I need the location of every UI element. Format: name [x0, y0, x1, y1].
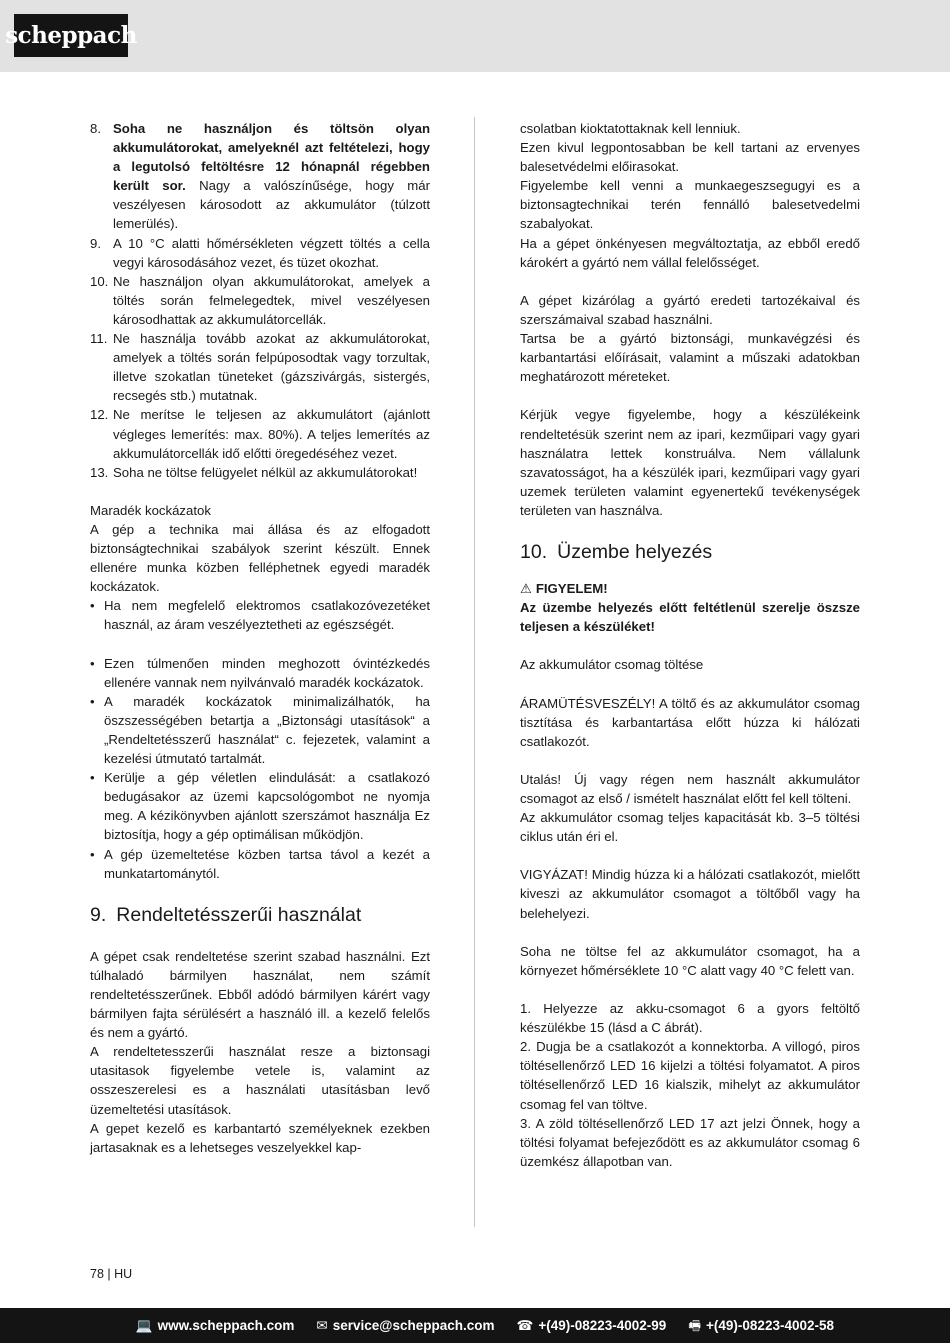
header-bar: [0, 0, 950, 72]
bullet-symbol: •: [90, 770, 95, 786]
numbered-item-12: [90, 405, 430, 462]
paragraph: A rendeltetesszerűi használat resze a biztonsagi utasitasok figyelembe vetele is, valamint az osszeszerelesi es a használati utasításban levő üzemeltetési utasítások.: [90, 1044, 430, 1117]
footer-bar: [0, 1308, 950, 1343]
paragraph: A gepet kezelő es karbantartó személyeknek ezekben jartasaknak es a lehetseges veszelyekkel kap-: [90, 1120, 430, 1155]
bullet-item: [90, 596, 430, 634]
item-text: Nagy a valószínűsége, hogy már veszélyesen károsodott az akkumulátor (túlzott lemerülés).: [113, 178, 430, 232]
warning-text: Az üzembe helyezés előtt feltétlenül szerelje öszsze teljesen a készüléket!: [520, 600, 860, 635]
paragraph: A gépet csak rendeltetése szerint szabad használni. Ezt túlhaladó bármilyen használat, nem számít rendeltetésszerűnek. Ebből adódó bármilyen kárért vagy bármilyen fajta sérülésért a használó ill. a kezelő felelős és nem a gyártó.: [90, 948, 430, 1041]
numbered-item-13: [90, 463, 430, 482]
footer-website[interactable]: [136, 1316, 295, 1335]
phone-icon: ☎: [516, 1317, 534, 1333]
warning-icon: ⚠: [520, 580, 532, 596]
bullet-symbol: •: [90, 598, 95, 614]
section-9-heading: [90, 902, 430, 928]
section-number: 9.: [90, 903, 107, 926]
paragraph: Tartsa be a gyártó biztonsági, munkavégzési és karbantartási előírásait, valamint a műszaki adatokban meghatározott méreteket.: [520, 331, 860, 385]
bullet-symbol: •: [90, 846, 95, 862]
bullet-symbol: •: [90, 655, 95, 671]
footer-fax: [688, 1316, 834, 1335]
paragraph: VIGYÁZAT! Mindig húzza ki a hálózati csatlakozót, mielőtt kiveszi az akkumulátor csomagot a töltőből vagy ha belehelyezi.: [520, 867, 860, 921]
paragraph: Figyelembe kell venni a munkaegeszsegugyi es a biztonsagtechnikai terén fennálló balesetvedelmi szabalyokat.: [520, 178, 860, 232]
fax-icon: 🖷: [688, 1317, 702, 1333]
item-number: 8.: [90, 121, 101, 136]
website-link[interactable]: www.scheppach.com: [157, 1317, 295, 1333]
paragraph: Soha ne töltse fel az akkumulátor csomagot, ha a környezet hőmérséklete 10 °C alatt vagy 40 °C felett van.: [520, 943, 860, 978]
bullet-text: Ha nem megfelelő elektromos csatlakozóvezetéket használ, az áram veszélyeztetheti az egészségét.: [104, 598, 430, 633]
step: 2. Dugja be a csatlakozót a konnektorba. A villogó, piros töltésellenőrző LED 16 kijelzi a töltési folyamatot. A piros töltésellenőrző LED 16 kialszik, mihelyt az akkumulátor csomag fel van töltve.: [520, 1039, 860, 1112]
bullet-item: [90, 692, 430, 768]
numbered-item-11: [90, 329, 430, 405]
column-divider: [474, 117, 475, 1227]
footer-phone: [516, 1316, 666, 1335]
section-title: Rendeltetésszerűi használat: [116, 903, 362, 926]
item-number: 13.: [90, 464, 109, 480]
item-bold-text: Soha ne használjon és töltsön olyan akkumulátorokat, amelyeknél azt feltételezi, hogy a legutolsó feltöltésre 12 hónapnál régebben került sor.: [113, 121, 430, 194]
email-link[interactable]: service@scheppach.com: [332, 1317, 495, 1333]
page-number: 78 | HU: [90, 1267, 133, 1281]
bullet-text: Kerülje a gép véletlen elindulását: a csatlakozó bedugásakor az üzemi kapcsológombot ne nyomja meg. A kézikönyvben ajánlott szerszámot használja Ez biztosítja, hogy a gép optimálisan működjön.: [104, 770, 430, 843]
bullet-symbol: •: [90, 693, 95, 709]
step: 1. Helyezze az akku-csomagot 6 a gyors feltöltő készülékbe 15 (lásd a C ábrát).: [520, 1001, 860, 1036]
bullet-text: Ezen túlmenően minden meghozott óvintézkedés ellenére vannak nem nyilvánvaló maradék kockázatok.: [104, 655, 430, 690]
bullet-text: A maradék kockázatok minimalizálhatók, ha öszszességében betartja a „Biztonsági utasítások“ a „Rendeltetésszerű használat“ c. fejezetek, valamint a kezelési útmutató tartalmát.: [104, 693, 430, 767]
section-number: 10.: [520, 540, 548, 563]
phone-number: +(49)-08223-4002-99: [538, 1317, 667, 1333]
paragraph: Ezen kivul legpontosabban be kell tartani az ervenyes balesetvédelmi előirasokat.: [520, 140, 860, 175]
residual-risks-title: Maradék kockázatok: [90, 502, 211, 518]
numbered-item-9: [90, 234, 430, 272]
item-number: 11.: [90, 331, 108, 347]
fax-number: +(49)-08223-4002-58: [706, 1317, 834, 1333]
right-column: [520, 119, 860, 1171]
item-text: Soha ne töltse felügyelet nélkül az akkumulátorokat!: [113, 464, 418, 480]
numbered-item-8: [90, 119, 430, 234]
paragraph: csolatban kioktatottaknak kell lenniuk.: [520, 121, 741, 136]
footer-email[interactable]: [316, 1316, 494, 1335]
item-number: 9.: [90, 235, 101, 251]
paragraph: Az akkumulátor csomag teljes kapacitását kb. 3–5 töltési ciklus után éri el.: [520, 810, 860, 845]
item-number: 10.: [90, 273, 109, 289]
paragraph: Ha a gépet önkényesen megváltoztatja, az ebből eredő károkért a gyártó nem vállal felelősséget.: [520, 235, 860, 270]
item-text: Ne merítse le teljesen az akkumulátort (ajánlott végleges lemerítés: max. 80%). A teljes lemerítés az akkumulátorcellák idő előtti öregedéséhez vezet.: [113, 407, 430, 461]
left-column: [90, 119, 430, 1157]
paragraph: ÁRAMÜTÉSVESZÉLY! A töltő és az akkumulátor csomag tisztítása és karbantartása előtt húzza ki hálózati csatlakozót.: [520, 695, 860, 749]
item-text: A 10 °C alatti hőmérsékleten végzett töltés a cella vegyi károsodásához vezet, és tüzet okozhat.: [113, 235, 430, 270]
bullet-item: [90, 654, 430, 692]
step: 3. A zöld töltésellenőrző LED 17 azt jelzi Önnek, hogy a töltési folyamat befejeződött es az akkumulátor csomag 6 üzemkész állapotban van.: [520, 1115, 860, 1169]
bullet-item: [90, 845, 430, 883]
numbered-item-10: [90, 272, 430, 329]
paragraph: Kérjük vegye figyelembe, hogy a készülékeink rendeltetésük szerint nem az ipari, kezműipari vagy gyari használatra lettek konstruálva. Nem vállalunk szavatosságot, ha a készülék ipari, kezműipari vagy gyari uzemek területen valamint egyenertekű tevékenységek területen van használva.: [520, 407, 860, 518]
paragraph: Utalás! Új vagy régen nem használt akkumulátor csomagot az első / ismételt használat előtt fel kell tölteni.: [520, 771, 860, 806]
subheading: Az akkumulátor csomag töltése: [520, 657, 704, 673]
mail-icon: ✉: [316, 1317, 328, 1333]
computer-icon: 💻: [135, 1317, 153, 1333]
section-10-heading: [520, 539, 860, 565]
bullet-text: A gép üzemeltetése közben tartsa távol a kezét a munkatartománytól.: [104, 846, 430, 881]
item-text: Ne használjon olyan akkumulátorokat, amelyek a töltés során felmelegedtek, mivel veszélyesen károsodhattak az akkumulátorcellák.: [113, 273, 430, 327]
residual-risks-intro: A gép a technika mai állása és az elfogadott biztonságtechnikai szabályok szerint készült. Ennek ellenére munka közben felléphetnek egyedi maradék kockázatok.: [90, 521, 430, 595]
brand-logo: scheppach: [14, 14, 128, 57]
item-text: Ne használja tovább azokat az akkumulátorokat, amelyek a töltés során felpúposodtak vagy torzultak, illetve szokatlan tüneteket (gázszivárgás, sistergés, recsegés stb.) mutatnak.: [113, 331, 430, 404]
bullet-item: [90, 768, 430, 844]
section-title: Üzembe helyezés: [557, 540, 713, 563]
warning-label: ⚠ FIGYELEM!: [520, 579, 860, 598]
item-number: 12.: [90, 407, 109, 423]
paragraph: A gépet kizárólag a gyártó eredeti tartozékaival és szerszámaival szabad használni.: [520, 292, 860, 327]
